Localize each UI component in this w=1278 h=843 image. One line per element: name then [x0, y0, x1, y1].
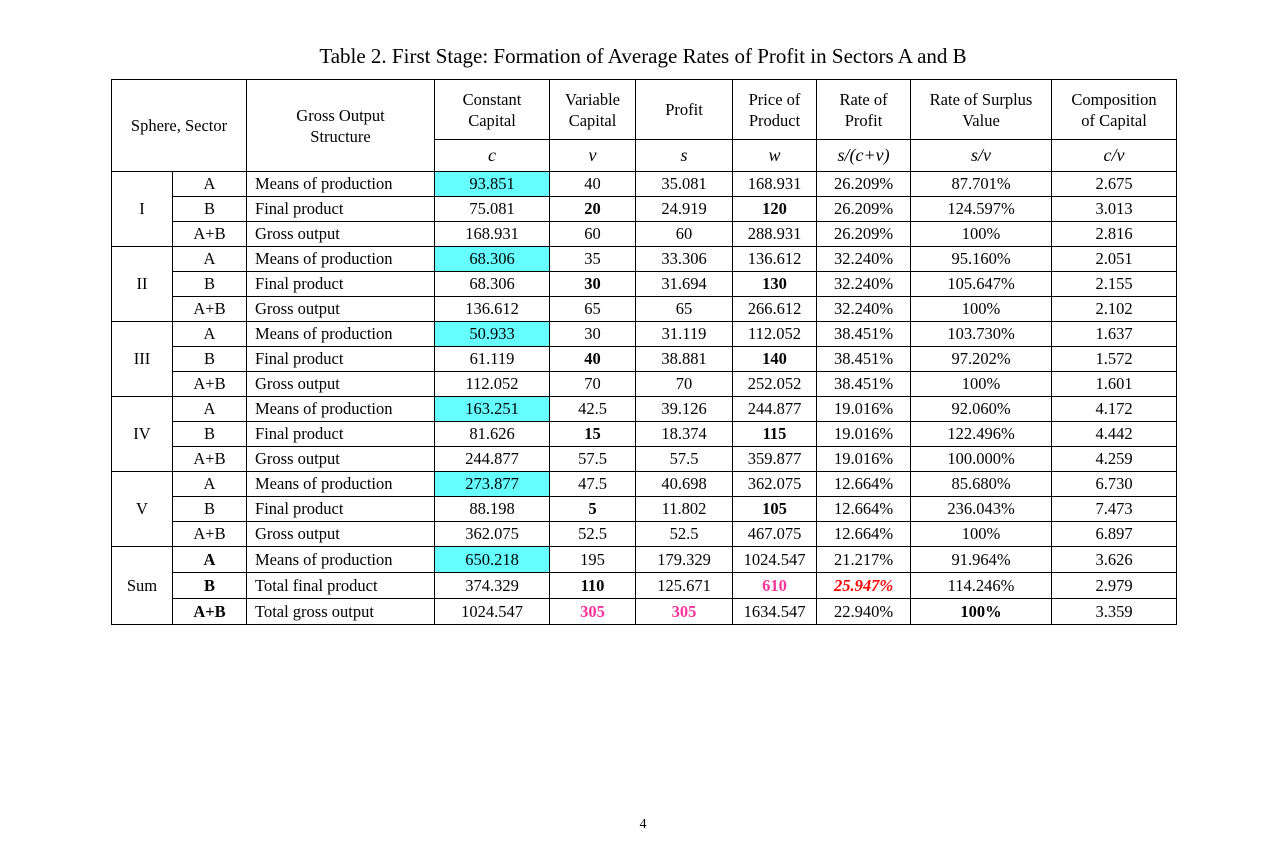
header-constant-capital: Constant Capital: [435, 80, 550, 140]
sector-label: A+B: [173, 599, 247, 625]
table-row: [112, 397, 1177, 422]
cell-rate-of-profit: 32.240%: [817, 272, 911, 297]
symbol-s: s: [636, 140, 733, 172]
table-row: [112, 422, 1177, 447]
cell-price: 610: [733, 573, 817, 599]
cell-price: 362.075: [733, 472, 817, 497]
cell-rate-of-profit: 32.240%: [817, 297, 911, 322]
structure-label: Total gross output: [247, 599, 435, 625]
cell-variable-capital: 5: [550, 497, 636, 522]
structure-label: Gross output: [247, 447, 435, 472]
structure-label: Gross output: [247, 297, 435, 322]
cell-rate-of-surplus-value: 87.701%: [911, 172, 1052, 197]
symbol-rate-of-surplus: s/v: [911, 140, 1052, 172]
sector-label: A+B: [173, 372, 247, 397]
sector-label: B: [173, 422, 247, 447]
cell-rate-of-profit: 19.016%: [817, 447, 911, 472]
symbol-w: w: [733, 140, 817, 172]
cell-rate-of-surplus-value: 100%: [911, 522, 1052, 547]
header-price-of-product: Price of Product: [733, 80, 817, 140]
cell-profit: 179.329: [636, 547, 733, 573]
cell-variable-capital: 195: [550, 547, 636, 573]
cell-constant-capital: 273.877: [435, 472, 550, 497]
cell-rate-of-surplus-value: 97.202%: [911, 347, 1052, 372]
cell-rate-of-surplus-value: 103.730%: [911, 322, 1052, 347]
cell-profit: 24.919: [636, 197, 733, 222]
cell-composition: 3.626: [1052, 547, 1177, 573]
cell-constant-capital: 136.612: [435, 297, 550, 322]
cell-constant-capital: 93.851: [435, 172, 550, 197]
cell-profit: 11.802: [636, 497, 733, 522]
cell-rate-of-surplus-value: 85.680%: [911, 472, 1052, 497]
header-rate-of-profit: Rate of Profit: [817, 80, 911, 140]
cell-variable-capital: 47.5: [550, 472, 636, 497]
structure-label: Means of production: [247, 247, 435, 272]
cell-composition: 7.473: [1052, 497, 1177, 522]
cell-rate-of-profit: 32.240%: [817, 247, 911, 272]
table-row: [112, 322, 1177, 347]
structure-label: Gross output: [247, 372, 435, 397]
cell-variable-capital: 305: [550, 599, 636, 625]
table-row: [112, 247, 1177, 272]
cell-rate-of-profit: 19.016%: [817, 397, 911, 422]
cell-composition: 2.051: [1052, 247, 1177, 272]
table-row: [112, 272, 1177, 297]
sector-label: A: [173, 547, 247, 573]
cell-composition: 4.172: [1052, 397, 1177, 422]
cell-profit: 31.119: [636, 322, 733, 347]
cell-rate-of-surplus-value: 100.000%: [911, 447, 1052, 472]
cell-price: 244.877: [733, 397, 817, 422]
cell-rate-of-surplus-value: 122.496%: [911, 422, 1052, 447]
cell-price: 1024.547: [733, 547, 817, 573]
cell-rate-of-surplus-value: 100%: [911, 222, 1052, 247]
profit-rates-table: [111, 79, 1177, 625]
cell-variable-capital: 35: [550, 247, 636, 272]
cell-variable-capital: 60: [550, 222, 636, 247]
header-gross-output-structure: Gross Output Structure: [247, 80, 435, 172]
cell-composition: 1.637: [1052, 322, 1177, 347]
cell-composition: 1.572: [1052, 347, 1177, 372]
cell-composition: 4.442: [1052, 422, 1177, 447]
structure-label: Gross output: [247, 222, 435, 247]
sphere-label: Sum: [112, 547, 173, 625]
cell-profit: 70: [636, 372, 733, 397]
sphere-label: V: [112, 472, 173, 547]
sector-label: B: [173, 347, 247, 372]
sector-label: A+B: [173, 447, 247, 472]
cell-profit: 305: [636, 599, 733, 625]
cell-constant-capital: 374.329: [435, 573, 550, 599]
sphere-label: II: [112, 247, 173, 322]
cell-rate-of-surplus-value: 91.964%: [911, 547, 1052, 573]
cell-rate-of-profit: 38.451%: [817, 347, 911, 372]
sector-label: A: [173, 472, 247, 497]
cell-profit: 18.374: [636, 422, 733, 447]
structure-label: Gross output: [247, 522, 435, 547]
cell-composition: 1.601: [1052, 372, 1177, 397]
cell-rate-of-surplus-value: 124.597%: [911, 197, 1052, 222]
cell-rate-of-profit: 26.209%: [817, 222, 911, 247]
cell-profit: 57.5: [636, 447, 733, 472]
table-row: [112, 573, 1177, 599]
cell-profit: 125.671: [636, 573, 733, 599]
cell-rate-of-surplus-value: 92.060%: [911, 397, 1052, 422]
cell-composition: 2.979: [1052, 573, 1177, 599]
table-row: [112, 599, 1177, 625]
table-row: [112, 297, 1177, 322]
page-number: 4: [639, 817, 647, 832]
cell-constant-capital: 163.251: [435, 397, 550, 422]
cell-constant-capital: 61.119: [435, 347, 550, 372]
cell-price: 288.931: [733, 222, 817, 247]
cell-constant-capital: 88.198: [435, 497, 550, 522]
cell-variable-capital: 40: [550, 172, 636, 197]
cell-rate-of-profit: 12.664%: [817, 472, 911, 497]
structure-label: Means of production: [247, 397, 435, 422]
cell-price: 467.075: [733, 522, 817, 547]
table-row: [112, 222, 1177, 247]
structure-label: Means of production: [247, 172, 435, 197]
cell-constant-capital: 168.931: [435, 222, 550, 247]
table-row: [112, 472, 1177, 497]
cell-price: 168.931: [733, 172, 817, 197]
header-sphere-sector: Sphere, Sector: [112, 80, 247, 172]
cell-constant-capital: 50.933: [435, 322, 550, 347]
table-row: [112, 522, 1177, 547]
cell-rate-of-profit: 38.451%: [817, 322, 911, 347]
cell-profit: 65: [636, 297, 733, 322]
cell-composition: 2.816: [1052, 222, 1177, 247]
cell-profit: 33.306: [636, 247, 733, 272]
cell-price: 359.877: [733, 447, 817, 472]
structure-label: Final product: [247, 197, 435, 222]
cell-rate-of-surplus-value: 95.160%: [911, 247, 1052, 272]
structure-label: Final product: [247, 497, 435, 522]
cell-composition: 2.675: [1052, 172, 1177, 197]
cell-constant-capital: 68.306: [435, 247, 550, 272]
cell-rate-of-profit: 19.016%: [817, 422, 911, 447]
sector-label: A+B: [173, 222, 247, 247]
cell-constant-capital: 244.877: [435, 447, 550, 472]
cell-composition: 4.259: [1052, 447, 1177, 472]
cell-composition: 2.102: [1052, 297, 1177, 322]
cell-price: 130: [733, 272, 817, 297]
cell-profit: 31.694: [636, 272, 733, 297]
structure-label: Means of production: [247, 472, 435, 497]
cell-price: 115: [733, 422, 817, 447]
symbol-composition: c/v: [1052, 140, 1177, 172]
header-composition-of-capital: Composition of Capital: [1052, 80, 1177, 140]
cell-rate-of-surplus-value: 100%: [911, 297, 1052, 322]
sector-label: B: [173, 272, 247, 297]
cell-price: 120: [733, 197, 817, 222]
cell-variable-capital: 40: [550, 347, 636, 372]
cell-constant-capital: 75.081: [435, 197, 550, 222]
cell-rate-of-profit: 12.664%: [817, 522, 911, 547]
structure-label: Final product: [247, 347, 435, 372]
cell-composition: 6.897: [1052, 522, 1177, 547]
structure-label: Means of production: [247, 547, 435, 573]
sphere-label: IV: [112, 397, 173, 472]
header-variable-capital: Variable Capital: [550, 80, 636, 140]
cell-price: 112.052: [733, 322, 817, 347]
table-row: [112, 172, 1177, 197]
cell-composition: 6.730: [1052, 472, 1177, 497]
table-row: [112, 197, 1177, 222]
cell-profit: 39.126: [636, 397, 733, 422]
structure-label: Final product: [247, 272, 435, 297]
cell-constant-capital: 81.626: [435, 422, 550, 447]
cell-price: 136.612: [733, 247, 817, 272]
sector-label: A: [173, 322, 247, 347]
cell-constant-capital: 112.052: [435, 372, 550, 397]
structure-label: Means of production: [247, 322, 435, 347]
header-rate-of-surplus-value: Rate of Surplus Value: [911, 80, 1052, 140]
cell-variable-capital: 15: [550, 422, 636, 447]
cell-rate-of-surplus-value: 100%: [911, 599, 1052, 625]
cell-variable-capital: 52.5: [550, 522, 636, 547]
cell-rate-of-profit: 26.209%: [817, 197, 911, 222]
cell-price: 105: [733, 497, 817, 522]
structure-label: Final product: [247, 422, 435, 447]
table-row: [112, 497, 1177, 522]
cell-composition: 3.359: [1052, 599, 1177, 625]
sector-label: A: [173, 247, 247, 272]
cell-variable-capital: 57.5: [550, 447, 636, 472]
sector-label: A: [173, 172, 247, 197]
cell-rate-of-surplus-value: 114.246%: [911, 573, 1052, 599]
sector-label: A+B: [173, 522, 247, 547]
cell-constant-capital: 68.306: [435, 272, 550, 297]
cell-rate-of-profit: 21.217%: [817, 547, 911, 573]
cell-variable-capital: 42.5: [550, 397, 636, 422]
cell-profit: 60: [636, 222, 733, 247]
table-title: Table 2. First Stage: Formation of Average Rates of Profit in Sectors A and B: [319, 44, 967, 68]
sphere-label: I: [112, 172, 173, 247]
cell-constant-capital: 1024.547: [435, 599, 550, 625]
cell-rate-of-surplus-value: 105.647%: [911, 272, 1052, 297]
cell-profit: 52.5: [636, 522, 733, 547]
sector-label: B: [173, 497, 247, 522]
cell-composition: 2.155: [1052, 272, 1177, 297]
cell-price: 140: [733, 347, 817, 372]
sphere-label: III: [112, 322, 173, 397]
sector-label: B: [173, 573, 247, 599]
cell-profit: 40.698: [636, 472, 733, 497]
cell-variable-capital: 30: [550, 272, 636, 297]
cell-rate-of-profit: 26.209%: [817, 172, 911, 197]
cell-composition: 3.013: [1052, 197, 1177, 222]
symbol-c: c: [435, 140, 550, 172]
table-row: [112, 347, 1177, 372]
table-row: [112, 372, 1177, 397]
cell-variable-capital: 110: [550, 573, 636, 599]
cell-rate-of-surplus-value: 236.043%: [911, 497, 1052, 522]
cell-rate-of-profit: 22.940%: [817, 599, 911, 625]
cell-price: 266.612: [733, 297, 817, 322]
cell-constant-capital: 650.218: [435, 547, 550, 573]
table-row: [112, 547, 1177, 573]
structure-label: Total final product: [247, 573, 435, 599]
table-row: [112, 447, 1177, 472]
sector-label: A: [173, 397, 247, 422]
cell-variable-capital: 65: [550, 297, 636, 322]
cell-rate-of-profit: 38.451%: [817, 372, 911, 397]
symbol-v: v: [550, 140, 636, 172]
sector-label: B: [173, 197, 247, 222]
cell-constant-capital: 362.075: [435, 522, 550, 547]
header-profit: Profit: [636, 80, 733, 140]
cell-profit: 38.881: [636, 347, 733, 372]
sector-label: A+B: [173, 297, 247, 322]
cell-variable-capital: 20: [550, 197, 636, 222]
cell-rate-of-profit: 12.664%: [817, 497, 911, 522]
cell-variable-capital: 70: [550, 372, 636, 397]
cell-price: 252.052: [733, 372, 817, 397]
cell-rate-of-profit: 25.947%: [817, 573, 911, 599]
cell-variable-capital: 30: [550, 322, 636, 347]
cell-profit: 35.081: [636, 172, 733, 197]
cell-rate-of-surplus-value: 100%: [911, 372, 1052, 397]
header-row: [112, 80, 1177, 140]
symbol-rate-of-profit: s/(c+v): [817, 140, 911, 172]
cell-price: 1634.547: [733, 599, 817, 625]
